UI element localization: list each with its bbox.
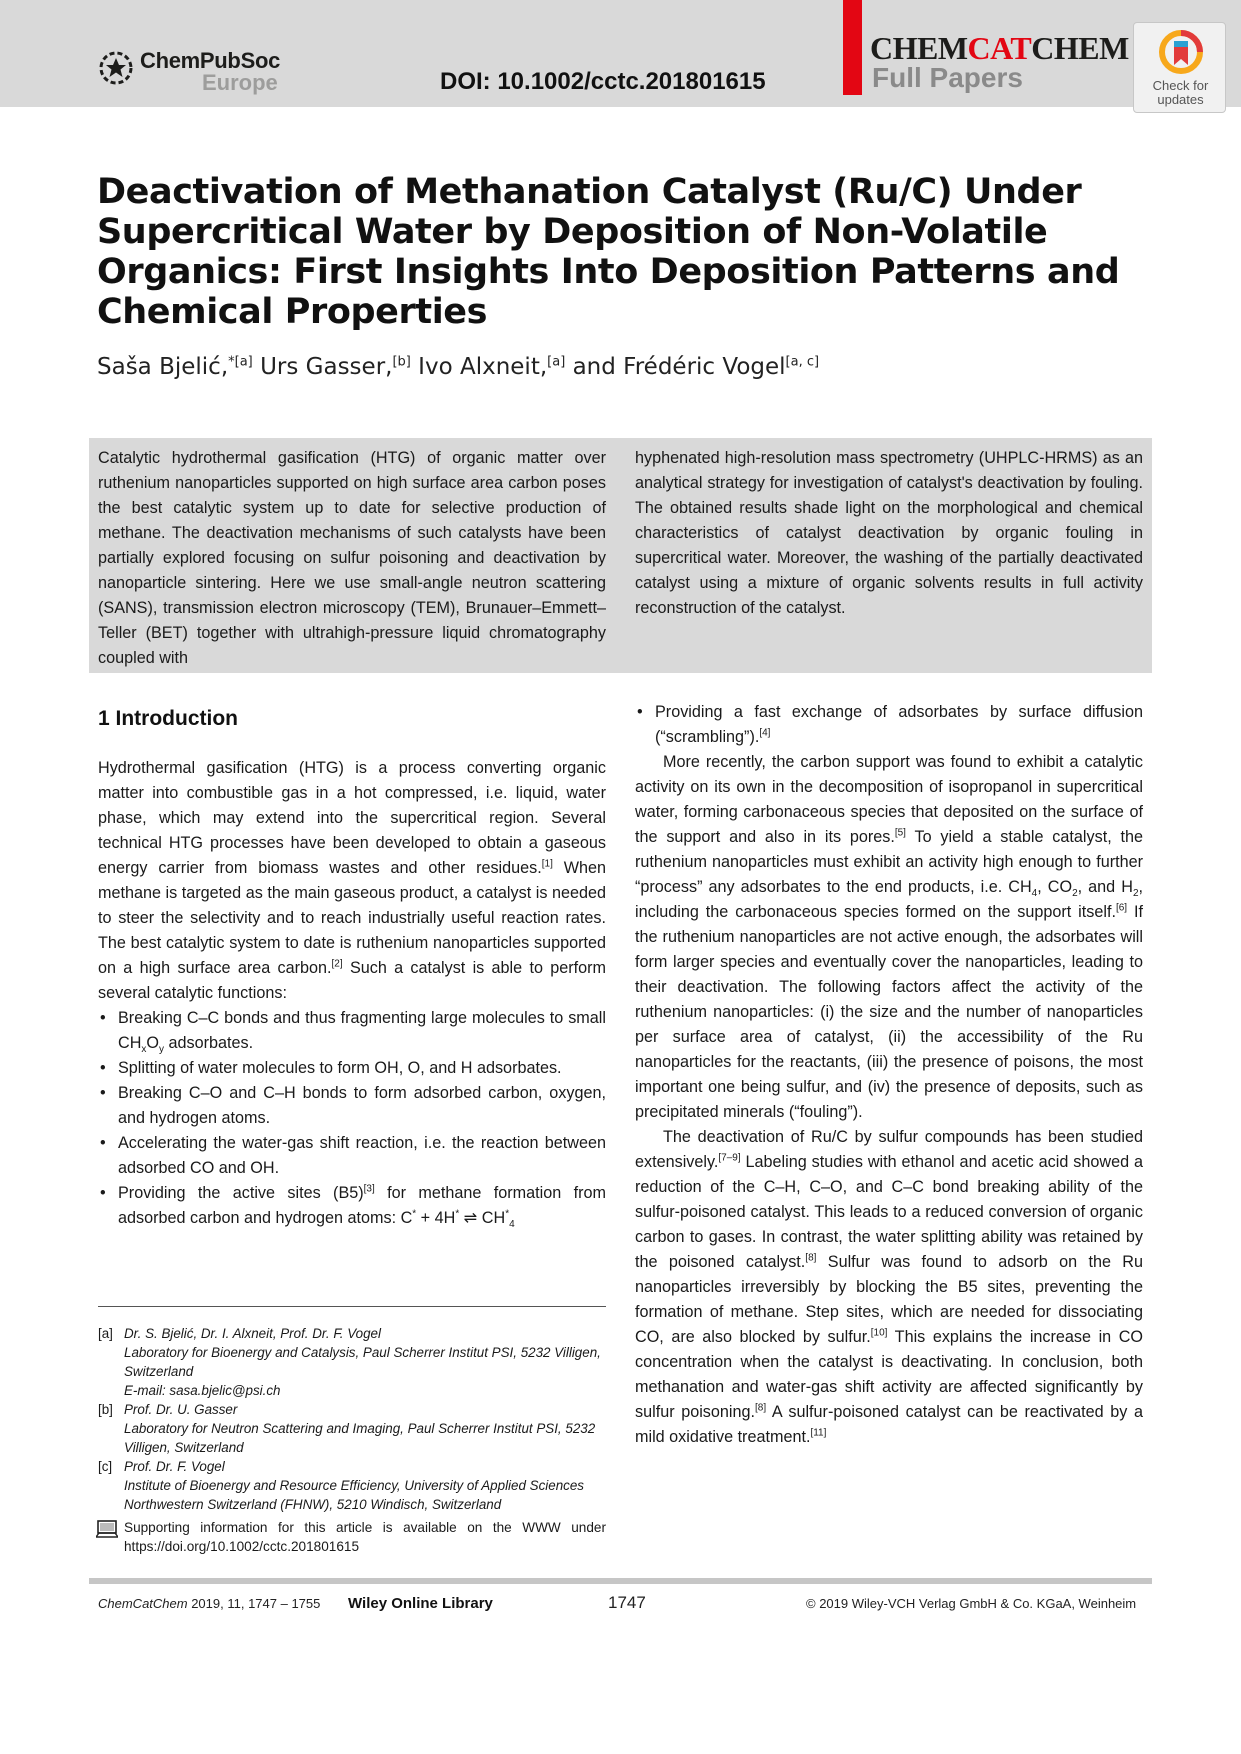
- chempubsoc-star-icon: [98, 50, 134, 86]
- paragraph: Hydrothermal gasification (HTG) is a process converting organic matter into combustible gas in a hot compressed, i.e. liquid, water phase, which may extend into the supercritical region. Several technical HTG processes have been developed to obtain a gaseous energy carrier from biomass wastes and other residues.[1] When methane is targeted as the main gaseous product, a catalyst is needed to steer the selectivity and to reach industrially useful reaction rates. The best catalytic system to date is ruthenium nanoparticles supported on a high surface area carbon.[2] Such a catalyst is able to perform several catalytic functions:: [98, 759, 607, 1002]
- footnote-divider: [98, 1306, 606, 1307]
- email-link[interactable]: E-mail: sasa.bjelic@psi.ch: [124, 1383, 281, 1398]
- accent-bar: [843, 0, 862, 95]
- footnote-a: [a] Dr. S. Bjelić, Dr. I. Alxneit, Prof. Dr. F. Vogel Laboratory for Bioenergy and Catalysis, Paul Scherrer Institut PSI, 5232 Villigen, Switzerland E-mail: sasa.bjelic@psi.ch: [98, 1324, 606, 1400]
- journal-name-part2: CAT: [967, 30, 1032, 66]
- author-affiliation: [a]: [547, 354, 566, 370]
- list-item: • Providing a fast exchange of adsorbates by surface diffusion (“scrambling”).[4]: [635, 700, 1143, 750]
- citation[interactable]: [8]: [755, 1402, 767, 1414]
- abstract-text-right: hyphenated high-resolution mass spectrometry (UHPLC-HRMS) as an analytical strategy for investigation of catalyst's deactivation by fouling. The obtained results shade light on the morphological and chemical characteristics of catalyst deactivation by organic fouling in supercritical water. Moreover, the washing of the partially deactivated catalyst using a mixture of organic solvents results in full activity reconstruction of the catalyst.: [635, 449, 1143, 617]
- citation[interactable]: [3]: [363, 1183, 375, 1195]
- supporting-info[interactable]: Supporting information for this article is available on the WWW under https://doi.org/10.1002/cctc.201801615: [98, 1518, 606, 1556]
- abstract-text-left: Catalytic hydrothermal gasification (HTG) of organic matter over ruthenium nanoparticles supported on high surface area carbon poses the best catalytic system up to date for selective production of methane. The deactivation mechanisms of such catalysts have been partially explored focusing on sulfur poisoning and deactivation by nanoparticle sintering. Here we use small-angle neutron scattering (SANS), transmission electron microscopy (TEM), Brunauer–Emmett–Teller (BET) together with ultrahigh-pressure liquid chromatography coupled with: [98, 449, 606, 667]
- author-affiliation: *[a]: [228, 354, 253, 370]
- check-for-updates-badge[interactable]: [1133, 22, 1226, 113]
- author-affiliation: [b]: [392, 354, 411, 370]
- article-title: Deactivation of Methanation Catalyst (Ru/C) Under Supercritical Water by Deposition of Non-Volatile Organics: First Insights Into Deposition Patterns and Chemical Properties: [97, 172, 1120, 332]
- footer-citation: ChemCatChem 2019, 11, 1747 – 1755: [98, 1596, 321, 1611]
- citation[interactable]: [10]: [870, 1327, 888, 1339]
- page-number: 1747: [608, 1593, 646, 1612]
- author-affiliation: [a, c]: [785, 354, 820, 370]
- logo-text-primary: ChemPubSoc: [140, 48, 281, 73]
- body-column-left: [98, 700, 606, 1231]
- copyright: © 2019 Wiley-VCH Verlag GmbH & Co. KGaA, Weinheim: [806, 1596, 1137, 1611]
- citation[interactable]: [5]: [894, 827, 906, 839]
- journal-name-part3: CHEM: [1031, 30, 1129, 66]
- body-column-right: [635, 700, 1143, 1450]
- author-name: and Frédéric Vogel: [565, 354, 786, 380]
- citation[interactable]: [6]: [1115, 902, 1128, 914]
- citation[interactable]: [4]: [759, 727, 771, 739]
- author-name: Saša Bjelić,: [97, 354, 229, 380]
- list-item: • Providing the active sites (B5)[3] for methane formation from adsorbed carbon and hydrogen atoms: C* + 4H* ⇌ $CH^*_4$: [98, 1181, 606, 1231]
- footer-divider: [89, 1578, 1152, 1584]
- citation[interactable]: [7–9]: [718, 1152, 741, 1164]
- doi-label: DOI: 10.1002/cctc.201801615: [440, 68, 766, 95]
- logo-text-secondary: Europe: [202, 70, 278, 95]
- function-list-continued: [635, 700, 1143, 750]
- page-header: [0, 0, 1241, 107]
- author-name: Urs Gasser,: [252, 354, 393, 380]
- list-item: • Accelerating the water-gas shift reaction, i.e. the reaction between adsorbed CO and OH.: [98, 1131, 606, 1181]
- footnote-c: [c] Prof. Dr. F. Vogel Institute of Bioenergy and Resource Efficiency, University of Applied Sciences Northwestern Switzerland (FHNW), 5210 Windisch, Switzerland: [98, 1459, 584, 1512]
- author-list: [97, 354, 819, 380]
- footnote-b: [b] Prof. Dr. U. Gasser Laboratory for Neutron Scattering and Imaging, Paul Scherrer Institut PSI, 5232 Villigen, Switzerland: [98, 1402, 596, 1455]
- journal-name-part1: CHEM: [870, 30, 968, 66]
- citation[interactable]: [8]: [805, 1252, 817, 1264]
- paragraph: The deactivation of Ru/C by sulfur compounds has been studied extensively.[7–9] Labeling studies with ethanol and acetic acid showed a reduction of the C–H, C–O, and C–C bond breaking ability of the sulfur-poisoned catalyst. This leads to a reduced conversion of organic carbon to gases. In contrast, the water splitting ability was retained by the poisoned catalyst.[8] Sulfur was found to adsorb on the Ru nanoparticles irreversibly by blocking the B5 sites, preventing the formation of methane. Step sites, which are needed for dissociating CO, are also blocked by sulfur.[10] This explains the increase in CO concentration when the catalyst is deactivating. In conclusion, both methanation and water-gas shift activity are affected significantly by sulfur poisoning.[8] A sulfur-poisoned catalyst can be reactivated by a mild oxidative treatment.[11]: [635, 1128, 1144, 1446]
- abstract: [89, 438, 1152, 673]
- citation[interactable]: [11]: [810, 1427, 827, 1439]
- check-for-updates-label: Check for updates: [1152, 78, 1209, 107]
- section-heading: 1 Introduction: [98, 707, 238, 730]
- bookmark-ring-icon: [1158, 29, 1204, 77]
- citation[interactable]: [1]: [541, 858, 553, 870]
- citation[interactable]: [2]: [331, 958, 343, 970]
- computer-icon: [96, 1520, 118, 1538]
- function-list: [98, 1006, 606, 1231]
- affiliation-footnotes: [98, 1324, 606, 1556]
- list-item: • Breaking C–C bonds and thus fragmenting large molecules to small $CH_xO_y$ adsorbates.: [98, 1006, 606, 1056]
- section-label: Full Papers: [872, 62, 1023, 93]
- chempubsoc-logo: [98, 46, 288, 96]
- list-item: • Breaking C–O and C–H bonds to form adsorbed carbon, oxygen, and hydrogen atoms.: [98, 1081, 606, 1131]
- author-name: Ivo Alxneit,: [410, 354, 548, 380]
- paragraph: More recently, the carbon support was found to exhibit a catalytic activity on its own in the decomposition of isopropanol in supercritical water, forming carbonaceous species that deposited on the surface of the support and also in its pores.[5] To yield a stable catalyst, the ruthenium nanoparticles must exhibit an activity high enough to further “process” any adsorbates to the end products, i.e. $CH_4$, $CO_2$, and $H_2$, including the carbonaceous species formed on the support itself.[6] If the ruthenium nanoparticles are not active enough, the adsorbates will form larger species and eventually cover the nanoparticles, leading to their deactivation. The following factors affect the activity of the ruthenium nanoparticles: (i) the size and the number of nanoparticles per surface area of catalyst, (ii) the accessibility of the Ru nanoparticles for the reactants, (iii) the presence of poisons, the most important one being sulfur, and (iv) the presence of deposits, such as precipitated minerals (“fouling”).: [635, 753, 1144, 1121]
- wiley-online-library-link[interactable]: Wiley Online Library: [348, 1595, 493, 1612]
- list-item: • Splitting of water molecules to form OH, O, and H adsorbates.: [98, 1056, 606, 1081]
